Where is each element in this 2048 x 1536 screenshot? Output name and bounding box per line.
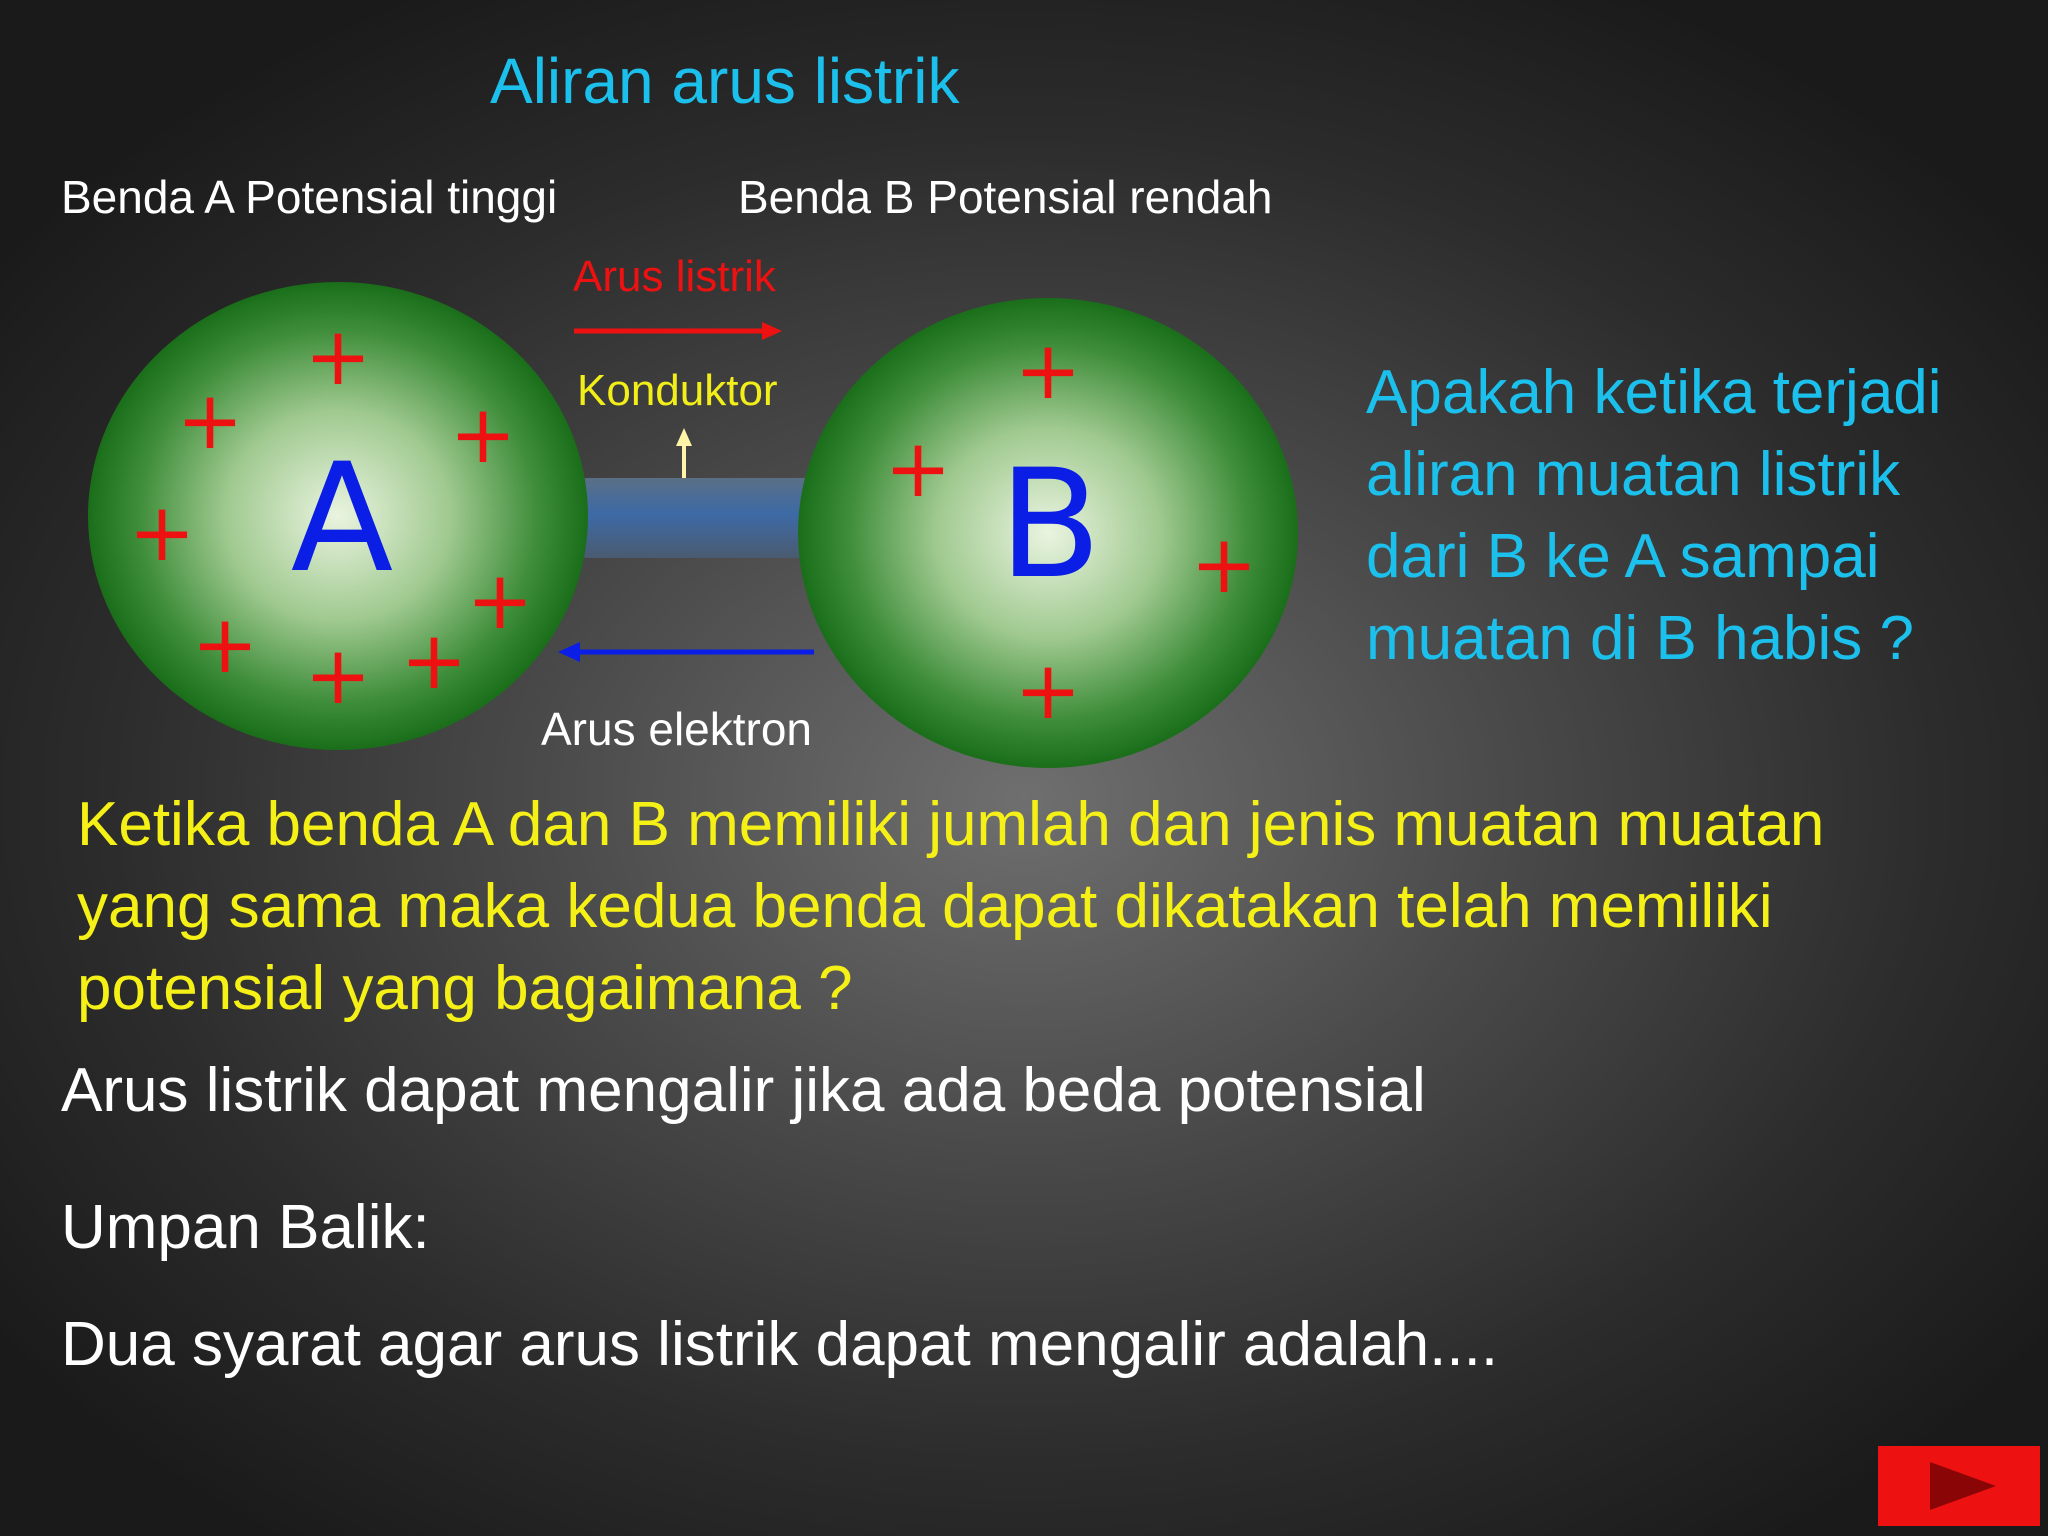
plus-charge-b: + xyxy=(1014,324,1082,417)
plus-charge-b: + xyxy=(1014,644,1082,737)
plus-charge-a: + xyxy=(304,629,372,722)
statement-text: Arus listrik dapat mengalir jika ada beda potensial xyxy=(61,1056,1426,1125)
conductor-label: Konduktor xyxy=(577,366,778,415)
slide-title: Aliran arus listrik xyxy=(490,45,960,117)
label-benda-b: Benda B Potensial rendah xyxy=(738,171,1273,223)
question-yellow: Ketika benda A dan B memiliki jumlah dan jenis muatan muatan yang sama maka kedua benda dapat dikatakan telah memiliki potensial yang bagaimana ? xyxy=(77,790,1825,1023)
plus-charge-a: + xyxy=(304,310,372,403)
plus-charge-a: + xyxy=(449,388,517,481)
electron-flow-label: Arus elektron xyxy=(541,703,813,755)
label-benda-a: Benda A Potensial tinggi xyxy=(61,171,558,223)
plus-charge-b: + xyxy=(1190,518,1258,611)
conductor-pointer-arrow xyxy=(676,428,692,478)
plus-charge-a: + xyxy=(128,486,196,579)
plus-charge-a: + xyxy=(176,374,244,467)
next-slide-button[interactable] xyxy=(1878,1446,2040,1526)
feedback-question: Dua syarat agar arus listrik dapat mengalir adalah.... xyxy=(61,1310,1499,1379)
plus-charge-a: + xyxy=(466,554,534,647)
plus-charge-b: + xyxy=(884,422,952,515)
plus-charge-a: + xyxy=(191,598,259,691)
plus-charge-a: + xyxy=(400,614,468,707)
play-icon xyxy=(1878,1446,2040,1526)
question-right: Apakah ketika terjadi aliran muatan listrik dari B ke A sampai muatan di B habis ? xyxy=(1366,358,1942,673)
current-label: Arus listrik xyxy=(573,252,776,301)
sphere-a-letter: A xyxy=(290,432,394,606)
feedback-label: Umpan Balik: xyxy=(61,1193,430,1262)
sphere-b-letter: B xyxy=(998,438,1102,612)
electron-arrow xyxy=(558,642,814,662)
current-arrow xyxy=(574,322,782,340)
conductor-bar xyxy=(568,478,826,558)
